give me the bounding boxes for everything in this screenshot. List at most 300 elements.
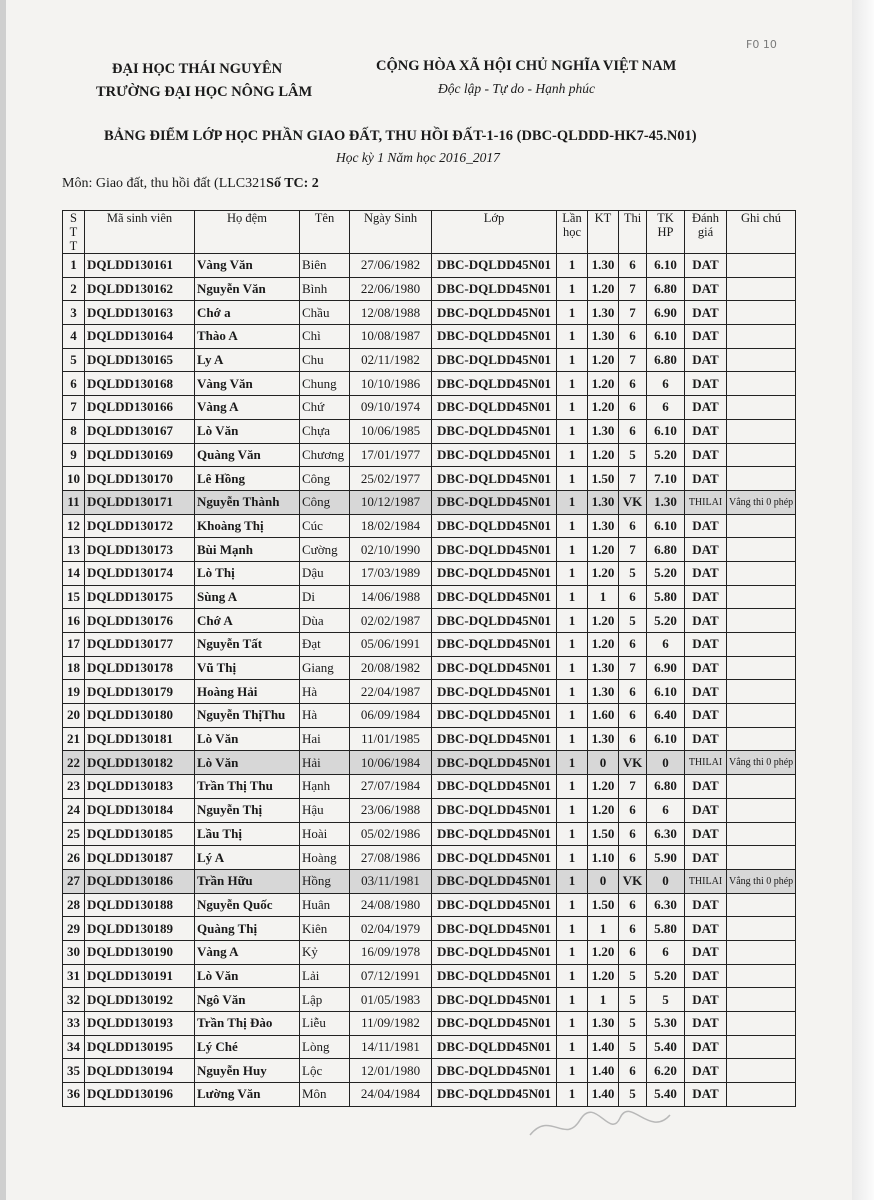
cell-hodem: Thào A	[195, 325, 300, 349]
cell-kt: 1	[588, 917, 619, 941]
cell-thi: VK	[619, 751, 647, 775]
grades-body	[63, 254, 796, 1107]
col-thi: Thi	[619, 211, 647, 254]
cell-dg: DAT	[685, 917, 727, 941]
cell-hodem: Nguyễn Thành	[195, 490, 300, 514]
cell-ma: DQLDD130177	[85, 633, 195, 657]
cell-kt: 1.20	[588, 964, 619, 988]
cell-stt: 6	[63, 372, 85, 396]
cell-kt: 0	[588, 869, 619, 893]
cell-hodem: Vàng Văn	[195, 372, 300, 396]
cell-kt: 1.30	[588, 656, 619, 680]
cell-gc	[727, 514, 796, 538]
cell-ten: Chì	[300, 325, 350, 349]
university-name: ĐẠI HỌC THÁI NGUYÊN	[112, 61, 283, 77]
cell-ten: Lộc	[300, 1059, 350, 1083]
cell-stt: 1	[63, 254, 85, 278]
cell-dg: DAT	[685, 822, 727, 846]
cell-lop: DBC-DQLDD45N01	[432, 443, 557, 467]
cell-ma: DQLDD130186	[85, 869, 195, 893]
cell-lan: 1	[557, 704, 588, 728]
cell-ma: DQLDD130171	[85, 490, 195, 514]
cell-thi: 6	[619, 396, 647, 420]
cell-gc	[727, 372, 796, 396]
table-row	[63, 846, 796, 870]
cell-tk: 6.90	[647, 656, 685, 680]
table-row	[63, 893, 796, 917]
col-tk: TK HP	[647, 211, 685, 254]
col-lan: Lần học	[557, 211, 588, 254]
cell-thi: 7	[619, 277, 647, 301]
cell-stt: 31	[63, 964, 85, 988]
cell-ma: DQLDD130165	[85, 348, 195, 372]
col-gc: Ghi chú	[727, 211, 796, 254]
cell-stt: 7	[63, 396, 85, 420]
cell-ma: DQLDD130163	[85, 301, 195, 325]
cell-ma: DQLDD130170	[85, 467, 195, 491]
cell-dg: DAT	[685, 372, 727, 396]
table-row	[63, 633, 796, 657]
cell-ns: 24/08/1980	[350, 893, 432, 917]
cell-lop: DBC-DQLDD45N01	[432, 680, 557, 704]
cell-gc	[727, 1035, 796, 1059]
cell-gc	[727, 301, 796, 325]
cell-hodem: Lường Văn	[195, 1083, 300, 1107]
cell-lop: DBC-DQLDD45N01	[432, 727, 557, 751]
cell-lop: DBC-DQLDD45N01	[432, 846, 557, 870]
cell-ns: 17/01/1977	[350, 443, 432, 467]
cell-hodem: Nguyễn Văn	[195, 277, 300, 301]
cell-stt: 29	[63, 917, 85, 941]
cell-ns: 20/08/1982	[350, 656, 432, 680]
cell-ns: 10/12/1987	[350, 490, 432, 514]
cell-ten: Hoàng	[300, 846, 350, 870]
cell-lan: 1	[557, 940, 588, 964]
cell-ten: Hậu	[300, 798, 350, 822]
cell-ns: 16/09/1978	[350, 940, 432, 964]
cell-ma: DQLDD130192	[85, 988, 195, 1012]
subject-line	[62, 176, 319, 192]
cell-dg: DAT	[685, 325, 727, 349]
cell-stt: 12	[63, 514, 85, 538]
cell-tk: 6	[647, 633, 685, 657]
col-ma: Mã sinh viên	[85, 211, 195, 254]
cell-ma: DQLDD130167	[85, 419, 195, 443]
cell-ma: DQLDD130176	[85, 609, 195, 633]
col-stt: S T T	[63, 211, 85, 254]
table-row	[63, 1035, 796, 1059]
cell-hodem: Ngô Văn	[195, 988, 300, 1012]
cell-dg: DAT	[685, 585, 727, 609]
cell-thi: 6	[619, 1059, 647, 1083]
table-row	[63, 467, 796, 491]
cell-lan: 1	[557, 443, 588, 467]
cell-dg: DAT	[685, 656, 727, 680]
cell-ma: DQLDD130185	[85, 822, 195, 846]
cell-ma: DQLDD130169	[85, 443, 195, 467]
cell-tk: 5.40	[647, 1035, 685, 1059]
cell-lop: DBC-DQLDD45N01	[432, 1035, 557, 1059]
cell-ma: DQLDD130164	[85, 325, 195, 349]
cell-hodem: Vũ Thị	[195, 656, 300, 680]
credits-label: Số TC: 2	[266, 176, 319, 191]
cell-thi: 6	[619, 372, 647, 396]
col-ngaysinh: Ngày Sinh	[350, 211, 432, 254]
cell-dg: DAT	[685, 727, 727, 751]
cell-stt: 32	[63, 988, 85, 1012]
cell-lan: 1	[557, 869, 588, 893]
cell-ma: DQLDD130183	[85, 775, 195, 799]
cell-gc	[727, 656, 796, 680]
cell-ten: Biên	[300, 254, 350, 278]
cell-dg: DAT	[685, 1035, 727, 1059]
cell-ns: 01/05/1983	[350, 988, 432, 1012]
cell-stt: 5	[63, 348, 85, 372]
cell-stt: 21	[63, 727, 85, 751]
cell-hodem: Lò Văn	[195, 727, 300, 751]
cell-tk: 5.80	[647, 585, 685, 609]
cell-thi: 5	[619, 988, 647, 1012]
cell-ten: Kiên	[300, 917, 350, 941]
cell-ns: 02/10/1990	[350, 538, 432, 562]
cell-ten: Chầu	[300, 301, 350, 325]
cell-kt: 1.60	[588, 704, 619, 728]
cell-lan: 1	[557, 538, 588, 562]
cell-kt: 0	[588, 751, 619, 775]
cell-ten: Công	[300, 490, 350, 514]
table-row	[63, 443, 796, 467]
cell-lan: 1	[557, 372, 588, 396]
cell-kt: 1.20	[588, 609, 619, 633]
cell-lop: DBC-DQLDD45N01	[432, 609, 557, 633]
cell-stt: 9	[63, 443, 85, 467]
cell-thi: 6	[619, 917, 647, 941]
cell-ten: Cường	[300, 538, 350, 562]
cell-ten: Chựa	[300, 419, 350, 443]
cell-dg: DAT	[685, 609, 727, 633]
cell-tk: 5.20	[647, 561, 685, 585]
cell-ma: DQLDD130181	[85, 727, 195, 751]
cell-ten: Chứ	[300, 396, 350, 420]
cell-kt: 1	[588, 585, 619, 609]
cell-gc	[727, 419, 796, 443]
cell-lan: 1	[557, 348, 588, 372]
cell-lop: DBC-DQLDD45N01	[432, 917, 557, 941]
cell-dg: DAT	[685, 798, 727, 822]
cell-kt: 1.30	[588, 514, 619, 538]
table-row	[63, 348, 796, 372]
cell-gc	[727, 704, 796, 728]
cell-kt: 1.20	[588, 348, 619, 372]
col-lop: Lớp	[432, 211, 557, 254]
cell-lop: DBC-DQLDD45N01	[432, 822, 557, 846]
cell-lan: 1	[557, 514, 588, 538]
cell-ten: Cúc	[300, 514, 350, 538]
cell-lop: DBC-DQLDD45N01	[432, 1083, 557, 1107]
table-row	[63, 704, 796, 728]
table-row	[63, 869, 796, 893]
cell-tk: 6.80	[647, 348, 685, 372]
scan-left-edge	[0, 0, 6, 1200]
cell-hodem: Quàng Thị	[195, 917, 300, 941]
cell-ns: 27/06/1982	[350, 254, 432, 278]
cell-gc	[727, 988, 796, 1012]
cell-ns: 11/09/1982	[350, 1012, 432, 1036]
cell-hodem: Vàng Văn	[195, 254, 300, 278]
cell-stt: 33	[63, 1012, 85, 1036]
table-row	[63, 561, 796, 585]
cell-ns: 18/02/1984	[350, 514, 432, 538]
cell-tk: 6	[647, 396, 685, 420]
cell-ten: Hoài	[300, 822, 350, 846]
cell-gc	[727, 846, 796, 870]
cell-kt: 1.10	[588, 846, 619, 870]
cell-ma: DQLDD130193	[85, 1012, 195, 1036]
cell-lop: DBC-DQLDD45N01	[432, 893, 557, 917]
cell-stt: 22	[63, 751, 85, 775]
table-row	[63, 396, 796, 420]
cell-lan: 1	[557, 1012, 588, 1036]
cell-gc	[727, 893, 796, 917]
cell-hodem: Khoàng Thị	[195, 514, 300, 538]
cell-tk: 6.90	[647, 301, 685, 325]
cell-ma: DQLDD130161	[85, 254, 195, 278]
cell-hodem: Lê Hồng	[195, 467, 300, 491]
cell-ns: 17/03/1989	[350, 561, 432, 585]
table-row	[63, 490, 796, 514]
table-row	[63, 277, 796, 301]
cell-dg: DAT	[685, 561, 727, 585]
cell-thi: 6	[619, 585, 647, 609]
cell-hodem: Lý Ché	[195, 1035, 300, 1059]
cell-ma: DQLDD130195	[85, 1035, 195, 1059]
cell-dg: THILAI	[685, 751, 727, 775]
table-row	[63, 727, 796, 751]
cell-thi: VK	[619, 490, 647, 514]
cell-thi: 7	[619, 467, 647, 491]
cell-thi: 6	[619, 514, 647, 538]
cell-lan: 1	[557, 561, 588, 585]
cell-lan: 1	[557, 988, 588, 1012]
cell-lan: 1	[557, 301, 588, 325]
cell-ma: DQLDD130175	[85, 585, 195, 609]
cell-lop: DBC-DQLDD45N01	[432, 798, 557, 822]
cell-tk: 5.40	[647, 1083, 685, 1107]
cell-lan: 1	[557, 656, 588, 680]
cell-hodem: Nguyễn Thị	[195, 798, 300, 822]
col-hodem: Họ đệm	[195, 211, 300, 254]
cell-kt: 1.50	[588, 893, 619, 917]
cell-kt: 1.20	[588, 798, 619, 822]
cell-ten: Lòng	[300, 1035, 350, 1059]
cell-tk: 5.20	[647, 964, 685, 988]
cell-thi: 6	[619, 704, 647, 728]
cell-lop: DBC-DQLDD45N01	[432, 704, 557, 728]
cell-ma: DQLDD130187	[85, 846, 195, 870]
cell-ma: DQLDD130168	[85, 372, 195, 396]
cell-ma: DQLDD130162	[85, 277, 195, 301]
table-row	[63, 609, 796, 633]
cell-ns: 23/06/1988	[350, 798, 432, 822]
table-row	[63, 301, 796, 325]
cell-stt: 26	[63, 846, 85, 870]
cell-stt: 20	[63, 704, 85, 728]
cell-kt: 1.20	[588, 940, 619, 964]
cell-tk: 5.80	[647, 917, 685, 941]
cell-lop: DBC-DQLDD45N01	[432, 869, 557, 893]
cell-ns: 12/01/1980	[350, 1059, 432, 1083]
subject-label: Môn: Giao đất, thu hồi đất (LLC321	[62, 176, 267, 191]
cell-ten: Lải	[300, 964, 350, 988]
cell-ma: DQLDD130178	[85, 656, 195, 680]
cell-thi: 5	[619, 609, 647, 633]
cell-lan: 1	[557, 633, 588, 657]
school-name: TRƯỜNG ĐẠI HỌC NÔNG LÂM	[96, 84, 313, 100]
handwritten-corner-note: F0 10	[746, 38, 777, 51]
table-row	[63, 964, 796, 988]
cell-hodem: Quàng Văn	[195, 443, 300, 467]
cell-tk: 6.30	[647, 822, 685, 846]
cell-ten: Môn	[300, 1083, 350, 1107]
cell-tk: 6	[647, 940, 685, 964]
cell-lop: DBC-DQLDD45N01	[432, 396, 557, 420]
cell-thi: 7	[619, 301, 647, 325]
cell-gc	[727, 633, 796, 657]
cell-kt: 1.20	[588, 372, 619, 396]
cell-dg: THILAI	[685, 490, 727, 514]
cell-thi: 5	[619, 1035, 647, 1059]
table-row	[63, 1012, 796, 1036]
cell-kt: 1.30	[588, 680, 619, 704]
cell-ten: Công	[300, 467, 350, 491]
cell-lop: DBC-DQLDD45N01	[432, 1012, 557, 1036]
cell-tk: 7.10	[647, 467, 685, 491]
cell-thi: 6	[619, 419, 647, 443]
cell-lop: DBC-DQLDD45N01	[432, 514, 557, 538]
cell-ma: DQLDD130172	[85, 514, 195, 538]
cell-stt: 3	[63, 301, 85, 325]
cell-lop: DBC-DQLDD45N01	[432, 1059, 557, 1083]
cell-hodem: Nguyễn Quốc	[195, 893, 300, 917]
cell-gc	[727, 727, 796, 751]
cell-tk: 6.80	[647, 538, 685, 562]
cell-thi: 6	[619, 798, 647, 822]
cell-lop: DBC-DQLDD45N01	[432, 301, 557, 325]
cell-kt: 1.50	[588, 822, 619, 846]
cell-stt: 16	[63, 609, 85, 633]
cell-stt: 34	[63, 1035, 85, 1059]
col-dg: Đánh giá	[685, 211, 727, 254]
cell-dg: DAT	[685, 467, 727, 491]
cell-hodem: Lò Văn	[195, 964, 300, 988]
cell-lop: DBC-DQLDD45N01	[432, 633, 557, 657]
pencil-scribble	[520, 1100, 690, 1150]
cell-thi: 5	[619, 443, 647, 467]
cell-kt: 1.30	[588, 254, 619, 278]
cell-ns: 10/10/1986	[350, 372, 432, 396]
cell-ten: Hải	[300, 751, 350, 775]
cell-hodem: Nguyễn Tất	[195, 633, 300, 657]
cell-ten: Chương	[300, 443, 350, 467]
col-kt: KT	[588, 211, 619, 254]
cell-kt: 1.20	[588, 538, 619, 562]
cell-tk: 6.80	[647, 775, 685, 799]
cell-ma: DQLDD130184	[85, 798, 195, 822]
cell-ns: 09/10/1974	[350, 396, 432, 420]
table-row	[63, 656, 796, 680]
cell-dg: DAT	[685, 775, 727, 799]
cell-stt: 8	[63, 419, 85, 443]
cell-ten: Kỷ	[300, 940, 350, 964]
cell-kt: 1.40	[588, 1059, 619, 1083]
cell-ma: DQLDD130166	[85, 396, 195, 420]
cell-ten: Hạnh	[300, 775, 350, 799]
cell-dg: DAT	[685, 396, 727, 420]
cell-lan: 1	[557, 609, 588, 633]
table-row	[63, 585, 796, 609]
cell-gc	[727, 277, 796, 301]
cell-stt: 15	[63, 585, 85, 609]
cell-lop: DBC-DQLDD45N01	[432, 988, 557, 1012]
cell-ten: Hà	[300, 680, 350, 704]
cell-ns: 10/06/1984	[350, 751, 432, 775]
cell-gc	[727, 396, 796, 420]
cell-ma: DQLDD130196	[85, 1083, 195, 1107]
cell-hodem: Lầu Thị	[195, 822, 300, 846]
cell-lan: 1	[557, 680, 588, 704]
cell-ma: DQLDD130173	[85, 538, 195, 562]
cell-kt: 1.50	[588, 467, 619, 491]
cell-gc: Vắng thi 0 phép	[727, 490, 796, 514]
cell-kt: 1.20	[588, 396, 619, 420]
cell-ten: Hà	[300, 704, 350, 728]
cell-stt: 28	[63, 893, 85, 917]
cell-thi: 5	[619, 1083, 647, 1107]
cell-lan: 1	[557, 1035, 588, 1059]
cell-gc	[727, 561, 796, 585]
cell-ma: DQLDD130190	[85, 940, 195, 964]
cell-tk: 6.80	[647, 277, 685, 301]
cell-thi: 7	[619, 775, 647, 799]
cell-ns: 07/12/1991	[350, 964, 432, 988]
cell-lop: DBC-DQLDD45N01	[432, 964, 557, 988]
cell-kt: 1	[588, 988, 619, 1012]
cell-tk: 6.40	[647, 704, 685, 728]
cell-tk: 0	[647, 869, 685, 893]
cell-kt: 1.30	[588, 727, 619, 751]
table-row	[63, 680, 796, 704]
cell-ns: 27/07/1984	[350, 775, 432, 799]
cell-kt: 1.30	[588, 325, 619, 349]
cell-dg: DAT	[685, 277, 727, 301]
cell-gc	[727, 467, 796, 491]
cell-lan: 1	[557, 1083, 588, 1107]
cell-lop: DBC-DQLDD45N01	[432, 325, 557, 349]
cell-gc: Vắng thi 0 phép	[727, 869, 796, 893]
cell-kt: 1.40	[588, 1035, 619, 1059]
table-row	[63, 940, 796, 964]
cell-hodem: Chớ a	[195, 301, 300, 325]
cell-ns: 02/02/1987	[350, 609, 432, 633]
cell-hodem: Trần Thị Thu	[195, 775, 300, 799]
cell-gc	[727, 443, 796, 467]
cell-tk: 5.20	[647, 609, 685, 633]
cell-tk: 6.10	[647, 325, 685, 349]
cell-thi: 7	[619, 656, 647, 680]
cell-stt: 2	[63, 277, 85, 301]
cell-hodem: Sùng A	[195, 585, 300, 609]
cell-ten: Dùa	[300, 609, 350, 633]
